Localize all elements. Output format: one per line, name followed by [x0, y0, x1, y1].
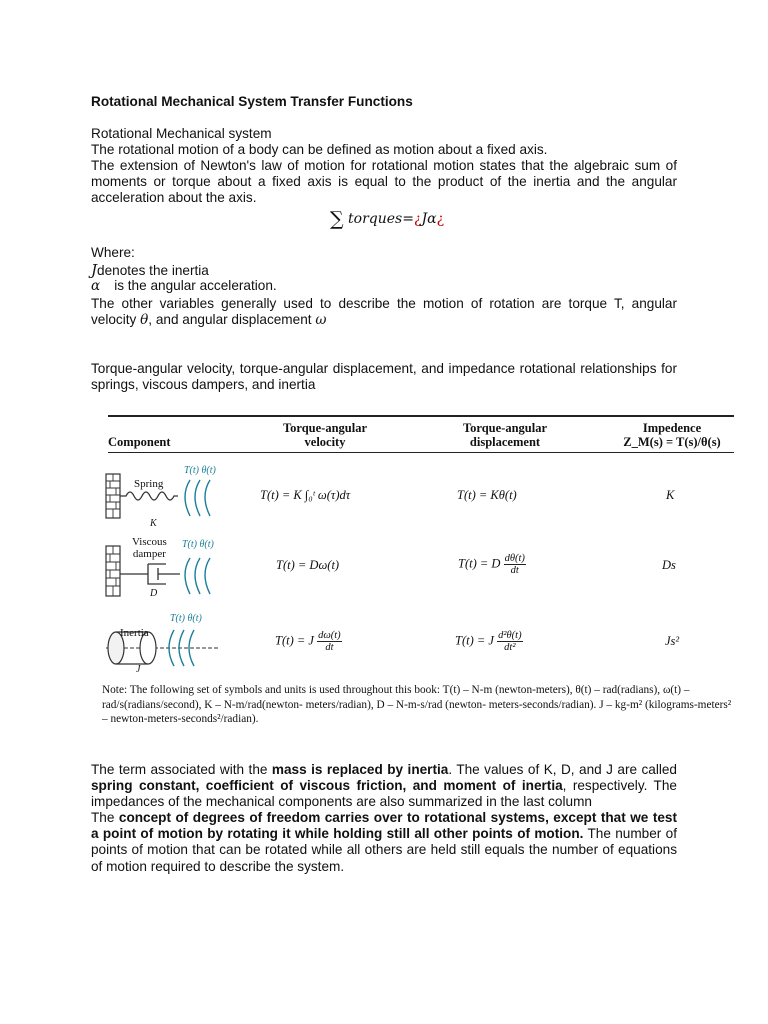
- where-alpha-line: [91, 278, 677, 294]
- inertia-vel-num: dω(t): [318, 630, 341, 641]
- damper-label-l2: damper: [132, 548, 166, 560]
- header-velocity: [250, 421, 400, 449]
- header-component: Component: [108, 435, 171, 449]
- other-vars-mid: , and angular displacement: [148, 312, 316, 328]
- formula-eq: =: [402, 211, 414, 227]
- damper-label: [132, 536, 167, 560]
- other-vars-text: The other variables generally used to describe the motion of rotation are torque T, angular velocity: [91, 296, 677, 328]
- damper-diagram: [100, 536, 240, 606]
- damper-disp-fraction: [504, 553, 526, 576]
- inertia-vel-fraction: [317, 630, 342, 653]
- para1-bold-2: spring constant, coefficient of viscous friction, and moment of inertia: [91, 778, 563, 794]
- para1-text-2: . The values of K, D, and J are called: [448, 762, 677, 777]
- inertia-vars: T(t) θ(t): [170, 613, 202, 624]
- spring-impedance: K: [666, 488, 675, 502]
- inertia-symbol: J: [91, 261, 98, 279]
- damper-displacement: [458, 553, 526, 576]
- header-displacement-l2: displacement: [469, 435, 541, 449]
- inertia-displacement: [455, 630, 523, 653]
- para1-text-3: , respectively. The impedances of the mechanical components are also summarized in the last column: [91, 778, 677, 810]
- inertia-disp-num: d²θ(t): [498, 630, 522, 641]
- table-note: Note: The following set of symbols and units is used throughout this book: T(t) – N-m (newton-meters), θ(t) – rad(radians), ω(t) – rad/s(radians/second), K – N-m/rad(newton- meters/radian), D – N-m-s/rad (newton- meters-seconds/radian). J – kg-m² (kilograms-meters² – newton-meters-seconds²/radian).: [102, 684, 732, 725]
- damper-disp-pre: T(t) = D: [458, 556, 501, 571]
- spring-label: Spring: [134, 478, 164, 490]
- spring-displacement: T(t) = Kθ(t): [457, 488, 517, 502]
- inertia-disp-pre: T(t) = J: [455, 633, 494, 648]
- omega-symbol: ω: [315, 312, 327, 329]
- formula-lhs: torques: [348, 211, 403, 227]
- inertia-impedance: Js²: [665, 634, 680, 648]
- inertia-text: denotes the inertia: [97, 263, 209, 278]
- torque-formula: [330, 206, 444, 228]
- inertia-disp-den: dt²: [504, 642, 516, 653]
- table-top-rule: [108, 415, 734, 417]
- spring-velocity: T(t) = K ∫₀ᵗ ω(τ)dτ: [260, 488, 351, 502]
- header-velocity-l2: velocity: [304, 435, 346, 449]
- header-displacement: [430, 421, 580, 449]
- damper-symbol: D: [150, 588, 158, 599]
- alpha-symbol: α: [91, 278, 101, 294]
- inertia-vel-den: dt: [325, 642, 334, 653]
- where-other-vars: [91, 296, 677, 328]
- inertia-label: Inertia: [120, 627, 149, 639]
- damper-disp-den: dt: [510, 565, 519, 576]
- spring-diagram: [100, 456, 240, 536]
- header-impedance-l1: Impedence: [642, 421, 702, 435]
- intro-subheading: Rotational Mechanical system: [91, 126, 272, 141]
- damper-label-l1: Viscous: [132, 536, 167, 548]
- formula-glyph-1: ¿: [413, 211, 422, 227]
- inertia-symbol: J: [136, 664, 141, 675]
- formula-glyph-2: ¿: [436, 211, 445, 227]
- table-header-rule: [108, 452, 734, 453]
- inertia-velocity: [275, 630, 342, 653]
- intro-line-1: The rotational motion of a body can be defined as motion about a fixed axis.: [91, 142, 548, 157]
- para2-bold-1: concept of degrees of freedom carries over to rotational systems, except that we test a point of motion by rotating it while holding still all other points of motion.: [91, 810, 677, 842]
- header-impedance-l2: Z_M(s) = T(s)/θ(s): [623, 435, 721, 449]
- para1-text-1: The term associated with the: [91, 762, 272, 777]
- where-j-line: [91, 262, 677, 279]
- page-title: Rotational Mechanical System Transfer Functions: [91, 94, 413, 109]
- damper-impedance: Ds: [662, 558, 676, 572]
- header-displacement-l1: Torque-angular: [462, 421, 548, 435]
- alpha-text: is the angular acceleration.: [114, 278, 277, 293]
- spring-vars: T(t) θ(t): [184, 465, 216, 476]
- paragraph-degrees-of-freedom: [91, 810, 677, 875]
- inertia-vel-pre: T(t) = J: [275, 633, 314, 648]
- intro-line-2: The extension of Newton's law of motion for rotational motion states that the algebraic sum of moments or torque about a fixed axis is equal to the product of the inertia and the angular acceleration about the axis.: [91, 158, 677, 206]
- table-intro: Torque-angular velocity, torque-angular displacement, and impedance rotational relationships for springs, viscous dampers, and inertia: [91, 361, 677, 393]
- relationships-table: [100, 408, 736, 730]
- header-velocity-l1: Torque-angular: [282, 421, 368, 435]
- para1-bold-1: mass is replaced by inertia: [271, 762, 449, 777]
- paragraph-inertia: [91, 762, 677, 811]
- para2-text-1: The: [91, 810, 119, 825]
- theta-symbol: θ: [140, 312, 149, 329]
- spring-symbol: K: [150, 518, 157, 529]
- where-label: Where:: [91, 245, 135, 260]
- para2-text-2: The number of points of motion that can be rotated while all others are held still equals the number of equations of motion required to describe the system.: [91, 826, 677, 874]
- damper-vars: T(t) θ(t): [182, 539, 214, 550]
- damper-velocity: T(t) = Dω(t): [276, 558, 340, 572]
- header-impedance: [592, 421, 752, 449]
- formula-rhs: Jα: [421, 211, 437, 227]
- inertia-disp-fraction: [497, 630, 522, 653]
- damper-disp-num: dθ(t): [504, 553, 525, 564]
- sigma-symbol: ∑: [330, 208, 344, 230]
